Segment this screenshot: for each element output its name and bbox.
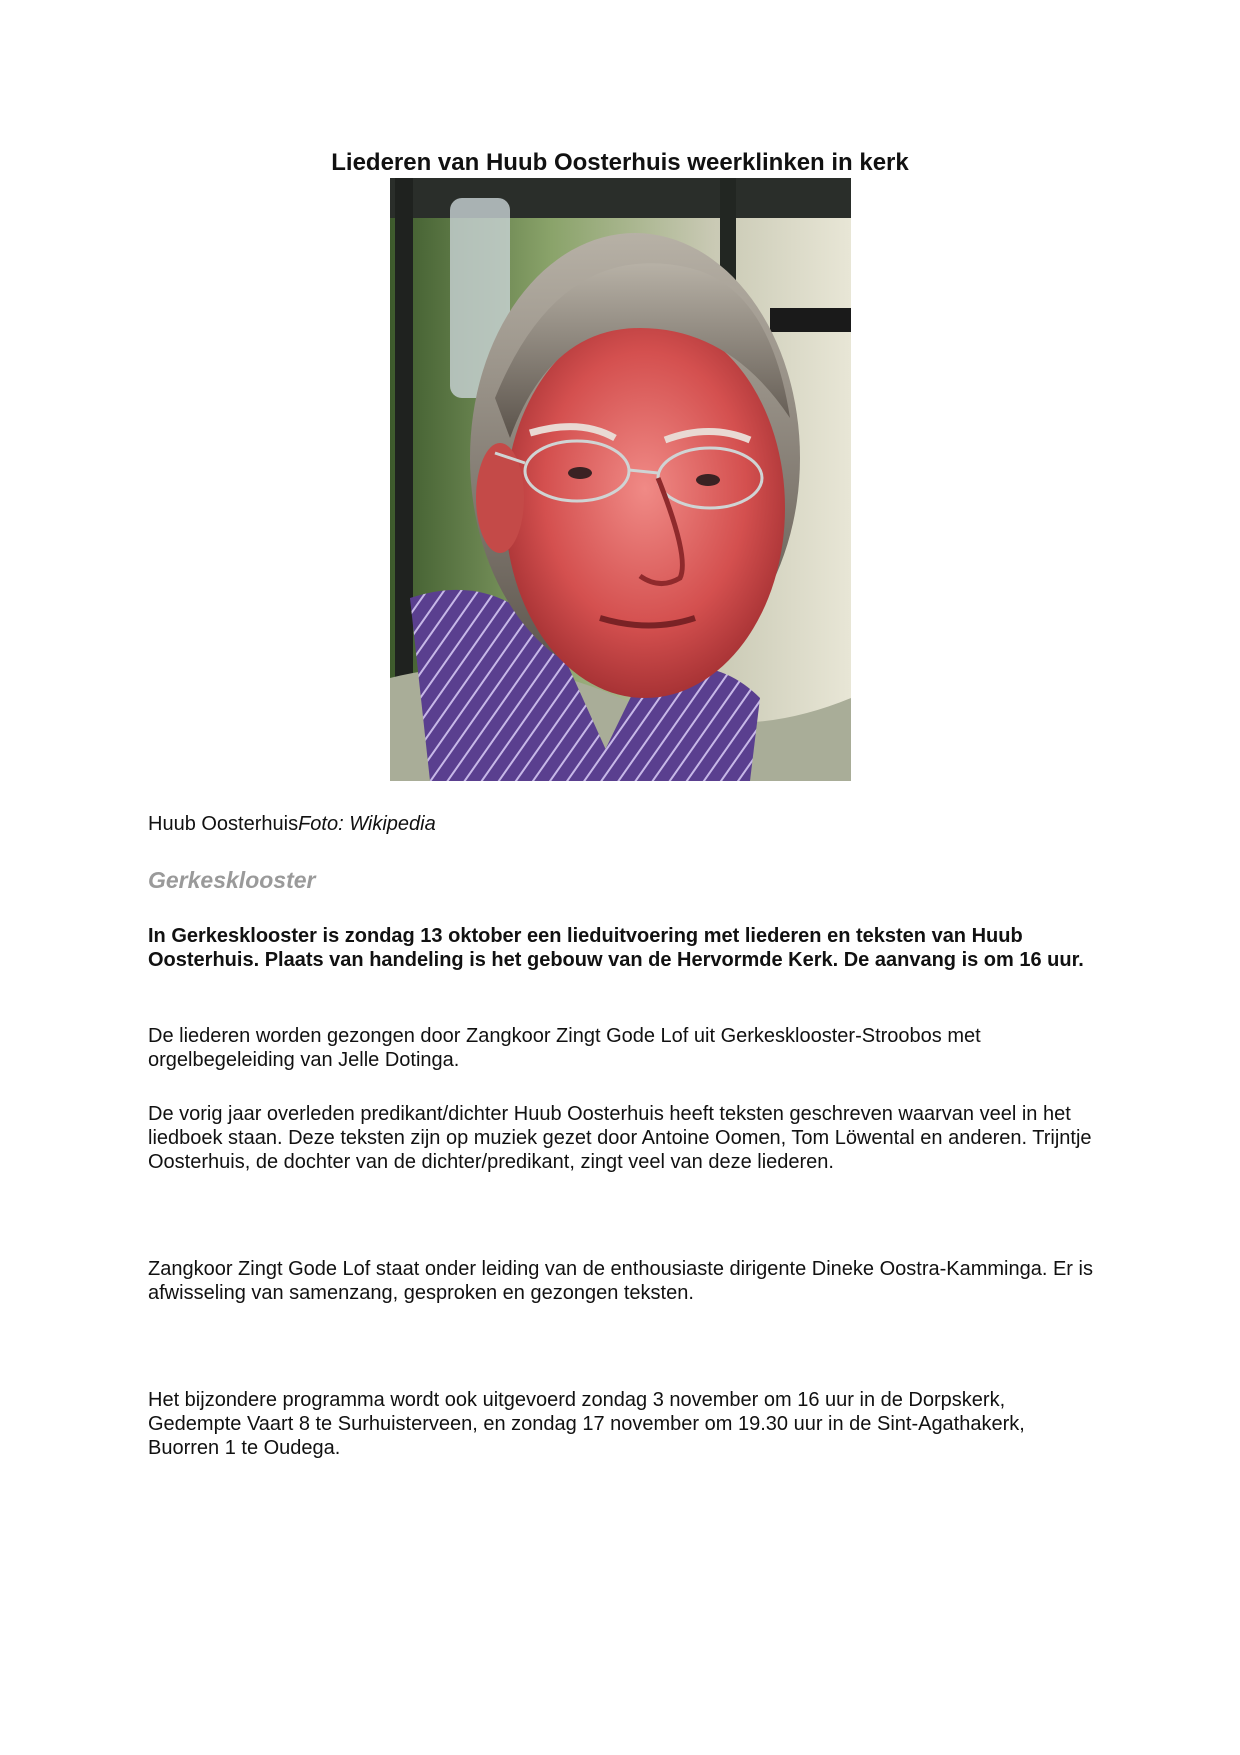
caption-credit: Foto: Wikipedia xyxy=(298,813,436,835)
photo-caption xyxy=(148,811,436,837)
body-paragraph: De liederen worden gezongen door Zangkoor Zingt Gode Lof uit Gerkesklooster-Stroobos met orgelbegeleiding van Jelle Dotinga. xyxy=(148,1025,981,1071)
dateline-place: Gerkesklooster xyxy=(148,867,316,893)
caption-name: Huub Oosterhuis xyxy=(148,813,299,835)
body-paragraph: Het bijzondere programma wordt ook uitgevoerd zondag 3 november om 16 uur in de Dorpskerk, Gedempte Vaart 8 te Surhuisterveen, en zondag 17 november om 19.30 uur in de Sint-Agathakerk, Buorren 1 te Oudega. xyxy=(148,1389,1025,1459)
lead-paragraph: In Gerkesklooster is zondag 13 oktober een lieduitvoering met liederen en teksten van Huub Oosterhuis. Plaats van handeling is het gebouw van de Hervormde Kerk. De aanvang is om 16 uur. xyxy=(148,925,1084,971)
body-paragraph: De vorig jaar overleden predikant/dichter Huub Oosterhuis heeft teksten geschreven waarvan veel in het liedboek staan. Deze teksten zijn op muziek gezet door Antoine Oomen, Tom Löwental en anderen. Trijntje Oosterhuis, de dochter van de dichter/predikant, zingt veel van deze liederen. xyxy=(148,1103,1092,1173)
portrait-photo xyxy=(390,178,851,781)
article-title: Liederen van Huub Oosterhuis weerklinken in kerk xyxy=(331,149,909,176)
body-paragraph: Zangkoor Zingt Gode Lof staat onder leiding van de enthousiaste dirigente Dineke Oostra-Kamminga. Er is afwisseling van samenzang, gesproken en gezongen teksten. xyxy=(148,1258,1093,1304)
